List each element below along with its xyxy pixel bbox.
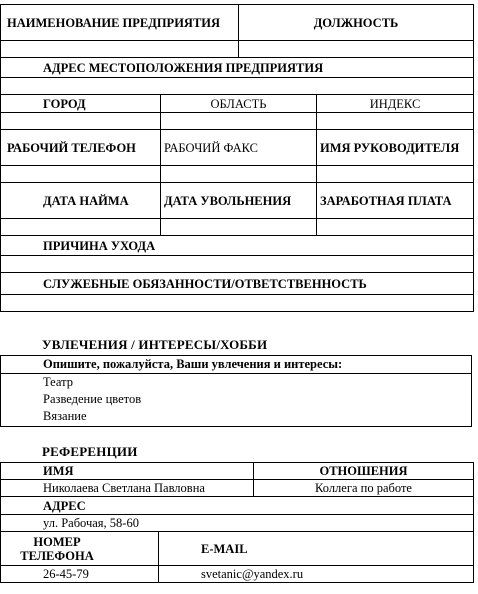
leave-reason-field[interactable] — [1, 256, 474, 273]
zip-label: ИНДЕКС — [317, 95, 474, 113]
leave-date-field[interactable] — [161, 219, 317, 236]
work-fax-label: РАБОЧИЙ ФАКС — [161, 130, 317, 166]
employment-table — [0, 4, 474, 312]
duties-label: СЛУЖЕБНЫЕ ОБЯЗАННОСТИ/ОТВЕТСТВЕННОСТЬ — [1, 273, 474, 295]
reference-email-value[interactable]: svetanic@yandex.ru — [159, 566, 474, 583]
leave-date-label: ДАТА УВОЛЬНЕНИЯ — [161, 183, 317, 219]
hobbies-prompt: Опишите, пожалуйста, Ваши увлечения и интересы: — [1, 356, 471, 374]
reference-address-value[interactable]: ул. Рабочая, 58-60 — [1, 515, 474, 532]
duties-field[interactable] — [1, 295, 474, 312]
leave-reason-label: ПРИЧИНА УХОДА — [1, 236, 474, 256]
salary-label: ЗАРАБОТНАЯ ПЛАТА — [317, 183, 474, 219]
manager-name-label: ИМЯ РУКОВОДИТЕЛЯ — [317, 130, 474, 166]
work-phone-label: РАБОЧИЙ ТЕЛЕФОН — [1, 130, 161, 166]
region-label: ОБЛАСТЬ — [161, 95, 317, 113]
hobby-item: Разведение цветов — [43, 392, 142, 406]
hobby-item: Театр — [43, 375, 73, 389]
hobbies-box — [0, 355, 472, 427]
salary-field[interactable] — [317, 219, 474, 236]
references-table — [0, 462, 474, 583]
company-address-label: АДРЕС МЕСТОПОЛОЖЕНИЯ ПРЕДПРИЯТИЯ — [1, 58, 474, 78]
reference-name-label: ИМЯ — [1, 463, 254, 480]
region-field[interactable] — [161, 113, 317, 130]
reference-name-value[interactable]: Николаева Светлана Павловна — [1, 480, 254, 497]
work-fax-field[interactable] — [161, 166, 317, 183]
hobbies-title: УВЛЕЧЕНИЯ / ИНТЕРЕСЫ/ХОББИ — [42, 337, 268, 352]
position-field[interactable] — [239, 41, 474, 58]
hire-date-field[interactable] — [1, 219, 161, 236]
reference-email-label: E-MAIL — [159, 532, 474, 566]
company-name-field[interactable] — [1, 41, 239, 58]
reference-relation-value[interactable]: Коллега по работе — [254, 480, 474, 497]
manager-name-field[interactable] — [317, 166, 474, 183]
city-field[interactable] — [1, 113, 161, 130]
position-label: ДОЛЖНОСТЬ — [239, 5, 474, 41]
city-label: ГОРОД — [1, 95, 161, 113]
work-phone-field[interactable] — [1, 166, 161, 183]
reference-phone-value[interactable]: 26-45-79 — [1, 566, 159, 583]
reference-relation-label: ОТНОШЕНИЯ — [254, 463, 474, 480]
zip-field[interactable] — [317, 113, 474, 130]
reference-phone-label: НОМЕР ТЕЛЕФОНА — [1, 532, 159, 566]
reference-address-label: АДРЕС — [1, 497, 474, 515]
company-address-field[interactable] — [1, 78, 474, 95]
references-title: РЕФЕРЕНЦИИ — [42, 444, 138, 459]
company-name-label: НАИМЕНОВАНИЕ ПРЕДПРИЯТИЯ — [1, 5, 239, 41]
hobby-item: Вязание — [43, 409, 87, 423]
hire-date-label: ДАТА НАЙМА — [1, 183, 161, 219]
